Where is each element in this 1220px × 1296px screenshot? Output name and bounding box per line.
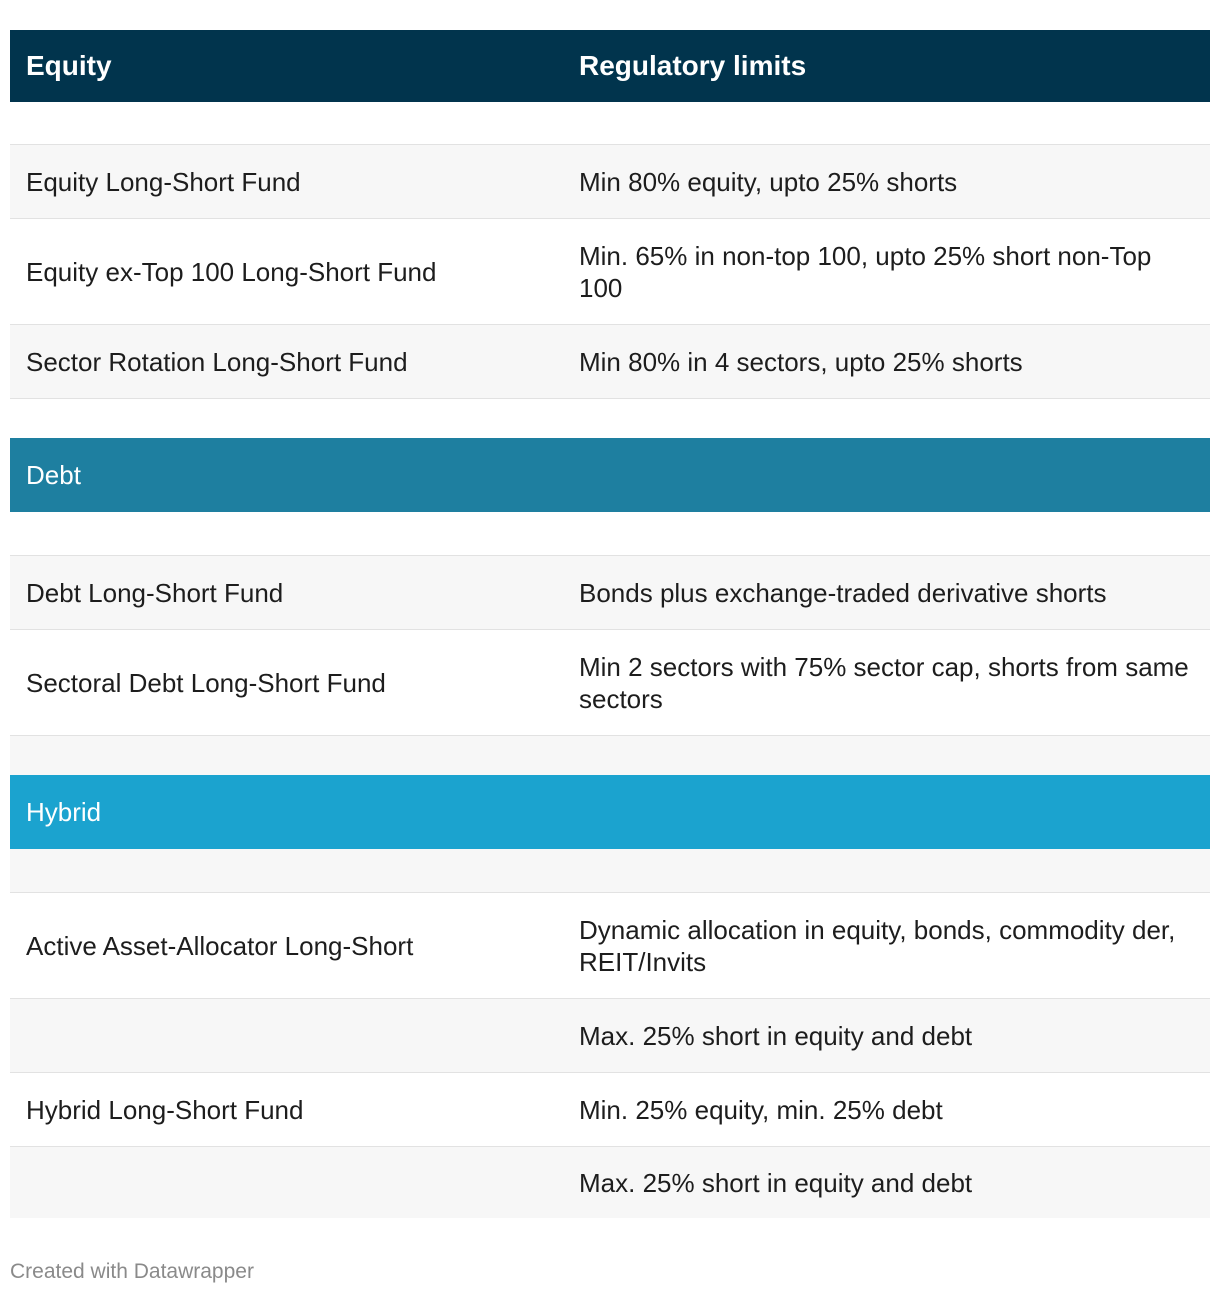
- section-label: Hybrid: [26, 797, 102, 827]
- fund-name: Equity Long-Short Fund: [26, 166, 301, 197]
- fund-name: Hybrid Long-Short Fund: [26, 1094, 304, 1125]
- fund-limit: Min. 65% in non-top 100, upto 25% short non-Top 100: [579, 240, 1152, 303]
- spacer-row: [10, 735, 1210, 775]
- fund-name: Sector Rotation Long-Short Fund: [26, 346, 408, 377]
- table-row: [10, 998, 1210, 1072]
- table-row: [10, 324, 1210, 398]
- spacer-row: [10, 512, 1210, 555]
- spacer-row: [10, 849, 1210, 892]
- fund-name: Equity ex-Top 100 Long-Short Fund: [26, 256, 437, 287]
- header-regulatory-limits: Regulatory limits: [579, 50, 807, 81]
- spacer-row: [10, 102, 1210, 144]
- fund-limit: Bonds plus exchange-traded derivative shorts: [579, 577, 1107, 608]
- fund-name: Debt Long-Short Fund: [26, 577, 284, 608]
- fund-name: Sectoral Debt Long-Short Fund: [26, 667, 386, 698]
- table-row: [10, 218, 1210, 324]
- fund-limit: Max. 25% short in equity and debt: [579, 1167, 973, 1198]
- fund-table: [10, 30, 1210, 1218]
- section-label: Debt: [26, 460, 81, 490]
- fund-limit: Min 80% in 4 sectors, upto 25% shorts: [579, 346, 1023, 377]
- fund-limit: Max. 25% short in equity and debt: [579, 1020, 973, 1051]
- table-row: [10, 144, 1210, 218]
- header-equity: Equity: [26, 50, 112, 81]
- spacer-row: [10, 398, 1210, 438]
- fund-limit: Min. 25% equity, min. 25% debt: [579, 1094, 943, 1125]
- fund-limit: Dynamic allocation in equity, bonds, commodity der, REIT/Invits: [579, 914, 1176, 977]
- table-row: [10, 1146, 1210, 1218]
- section-hybrid: [10, 775, 1210, 849]
- fund-limit: Min 80% equity, upto 25% shorts: [579, 166, 958, 197]
- fund-name: Active Asset-Allocator Long-Short: [26, 930, 414, 961]
- table-header: [10, 30, 1210, 102]
- table-row: [10, 1072, 1210, 1146]
- fund-limit: Min 2 sectors with 75% sector cap, shorts from same sectors: [579, 651, 1189, 714]
- section-debt: [10, 438, 1210, 512]
- table-row: [10, 555, 1210, 629]
- datawrapper-credit[interactable]: Created with Datawrapper: [10, 1260, 254, 1283]
- table-row: [10, 892, 1210, 998]
- table-row: [10, 629, 1210, 735]
